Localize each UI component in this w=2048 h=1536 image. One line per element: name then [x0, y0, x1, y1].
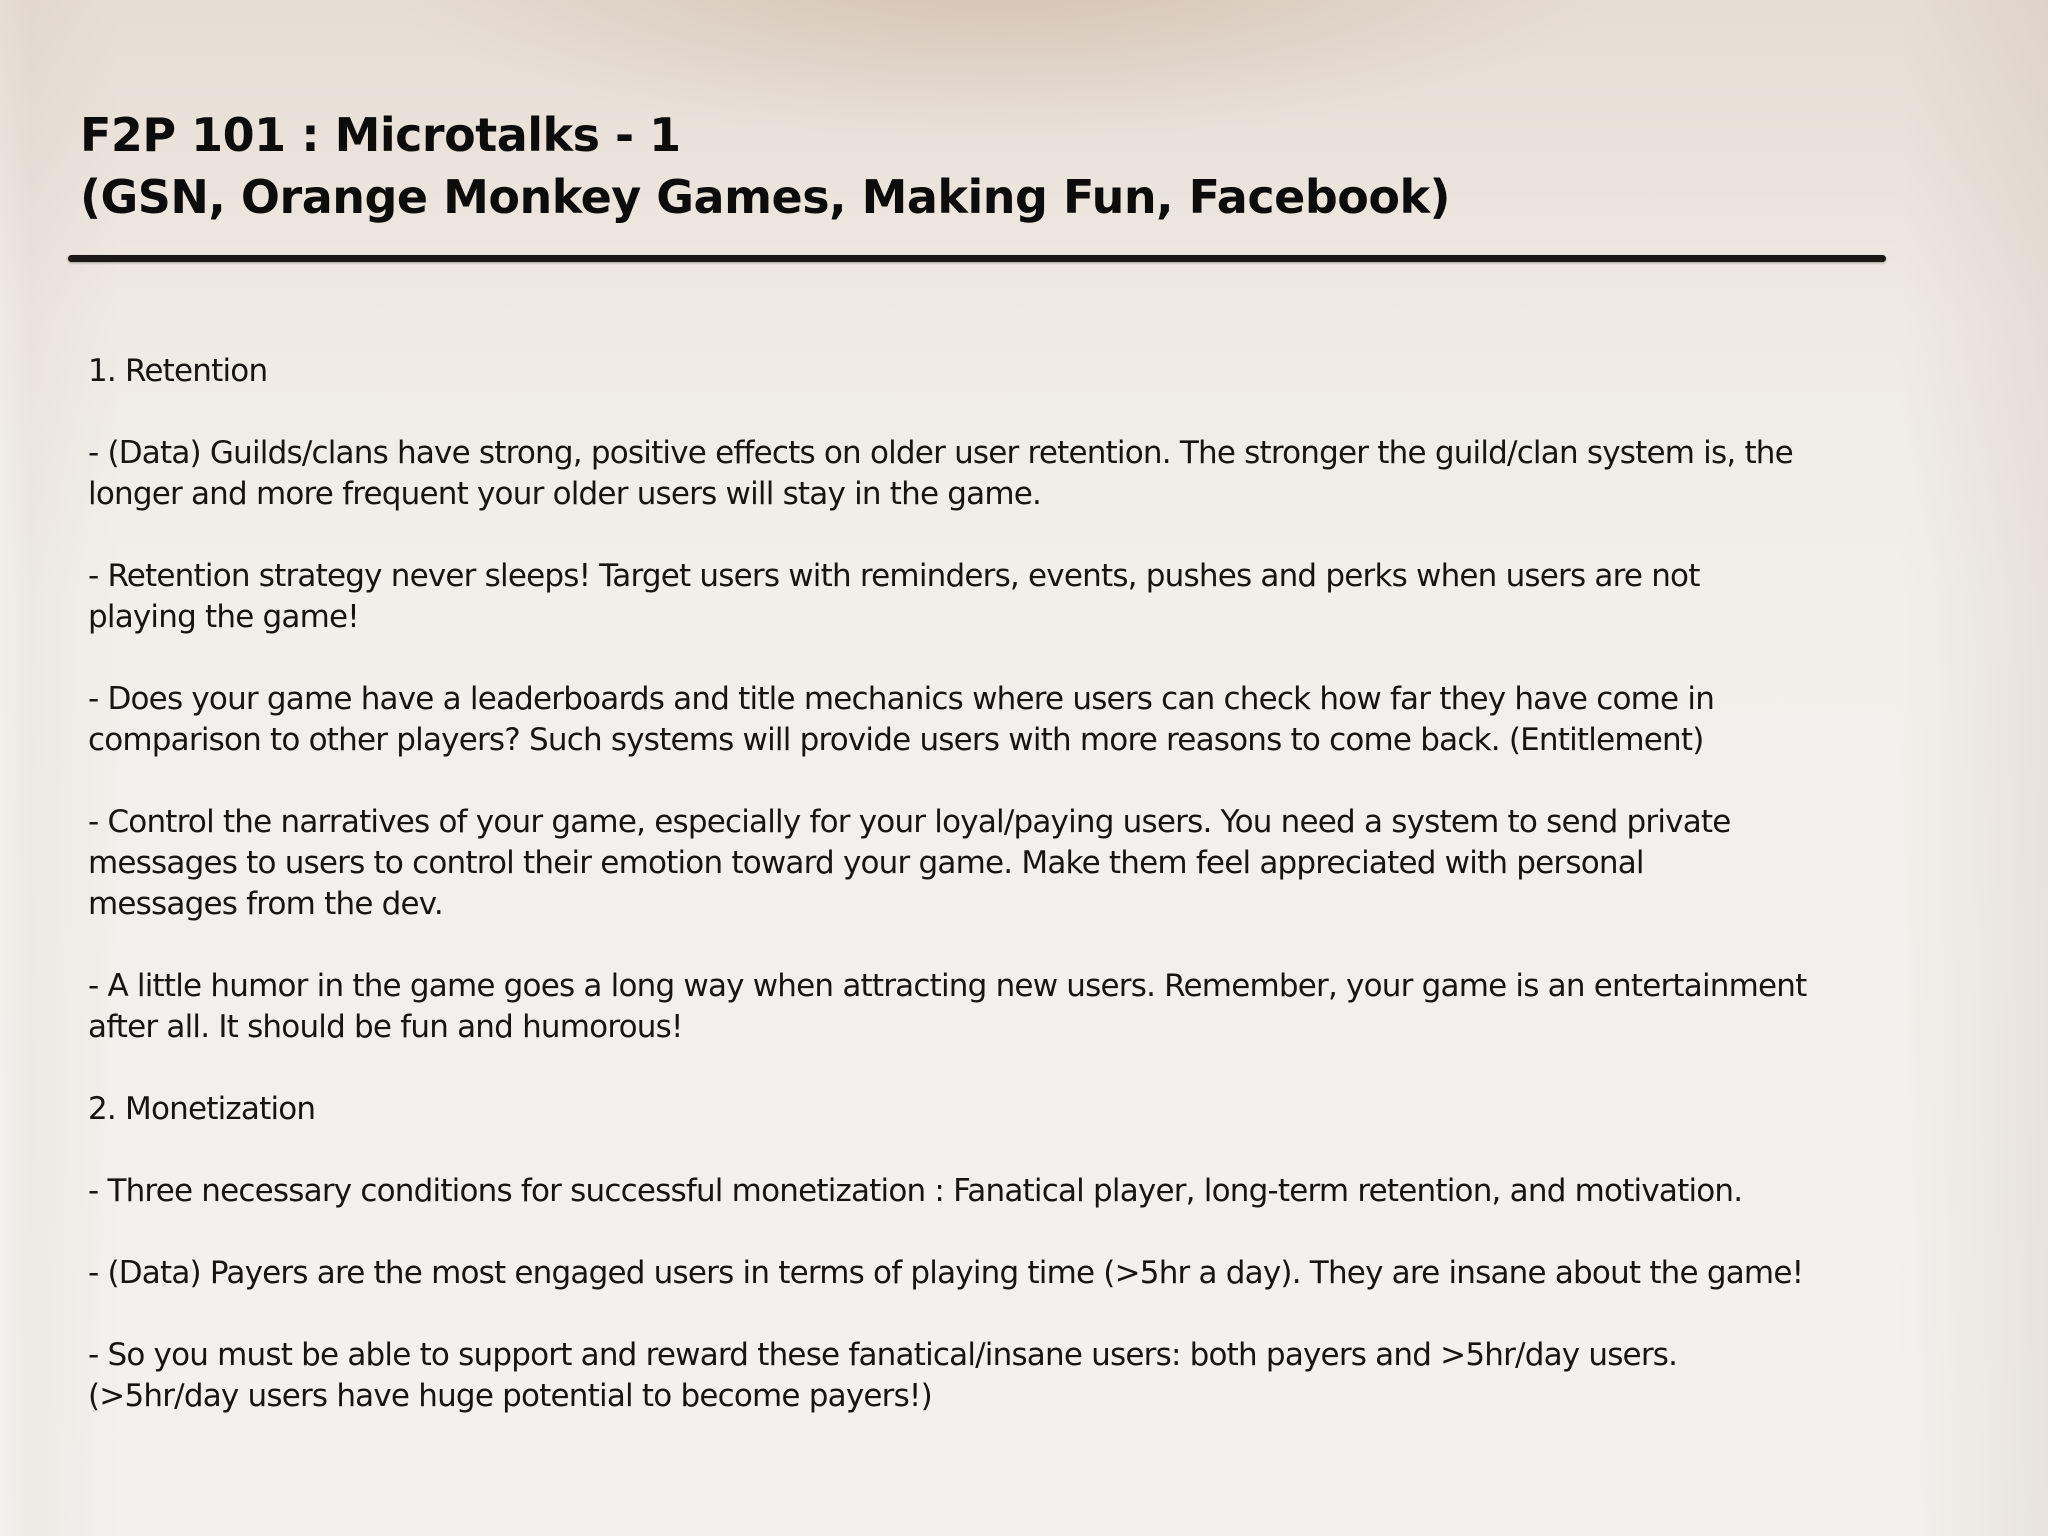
bullet-support-fanatical: - So you must be able to support and reward these fanatical/insane users: both payers and >5hr/day users. (>5hr/day users have huge potential to become payers!) — [88, 1337, 1678, 1414]
bullet-narratives: - Control the narratives of your game, especially for your loyal/paying users. You need a system to send private messages to users to control their emotion toward your game. Make them feel appreciated with personal messages from the dev. — [88, 804, 1731, 922]
title-line-1: F2P 101 : Microtalks - 1 — [80, 108, 681, 162]
bullet-payers-engaged: - (Data) Payers are the most engaged users in terms of playing time (>5hr a day). They are insane about the game! — [88, 1255, 1804, 1291]
bullet-three-conditions: - Three necessary conditions for successful monetization : Fanatical player, long-term retention, and motivation. — [88, 1173, 1743, 1209]
bullet-leaderboards: - Does your game have a leaderboards and title mechanics where users can check how far they have come in comparison to other players? Such systems will provide users with more reasons to come back. (Entitlement) — [88, 681, 1715, 758]
section-heading-retention: 1. Retention — [88, 353, 268, 389]
bullet-retention-strategy: - Retention strategy never sleeps! Target users with reminders, events, pushes and perks when users are not playing the game! — [88, 558, 1700, 635]
bullet-guilds-clans: - (Data) Guilds/clans have strong, positive effects on older user retention. The stronger the guild/clan system is, the longer and more frequent your older users will stay in the game. — [88, 435, 1793, 512]
section-heading-monetization: 2. Monetization — [88, 1091, 316, 1127]
slide-body — [88, 351, 1908, 1417]
bullet-humor: - A little humor in the game goes a long way when attracting new users. Remember, your game is an entertainment after all. It should be fun and humorous! — [88, 968, 1807, 1045]
slide-title — [80, 104, 1880, 228]
title-line-2: (GSN, Orange Monkey Games, Making Fun, Facebook) — [80, 170, 1451, 224]
title-divider — [68, 255, 1886, 262]
